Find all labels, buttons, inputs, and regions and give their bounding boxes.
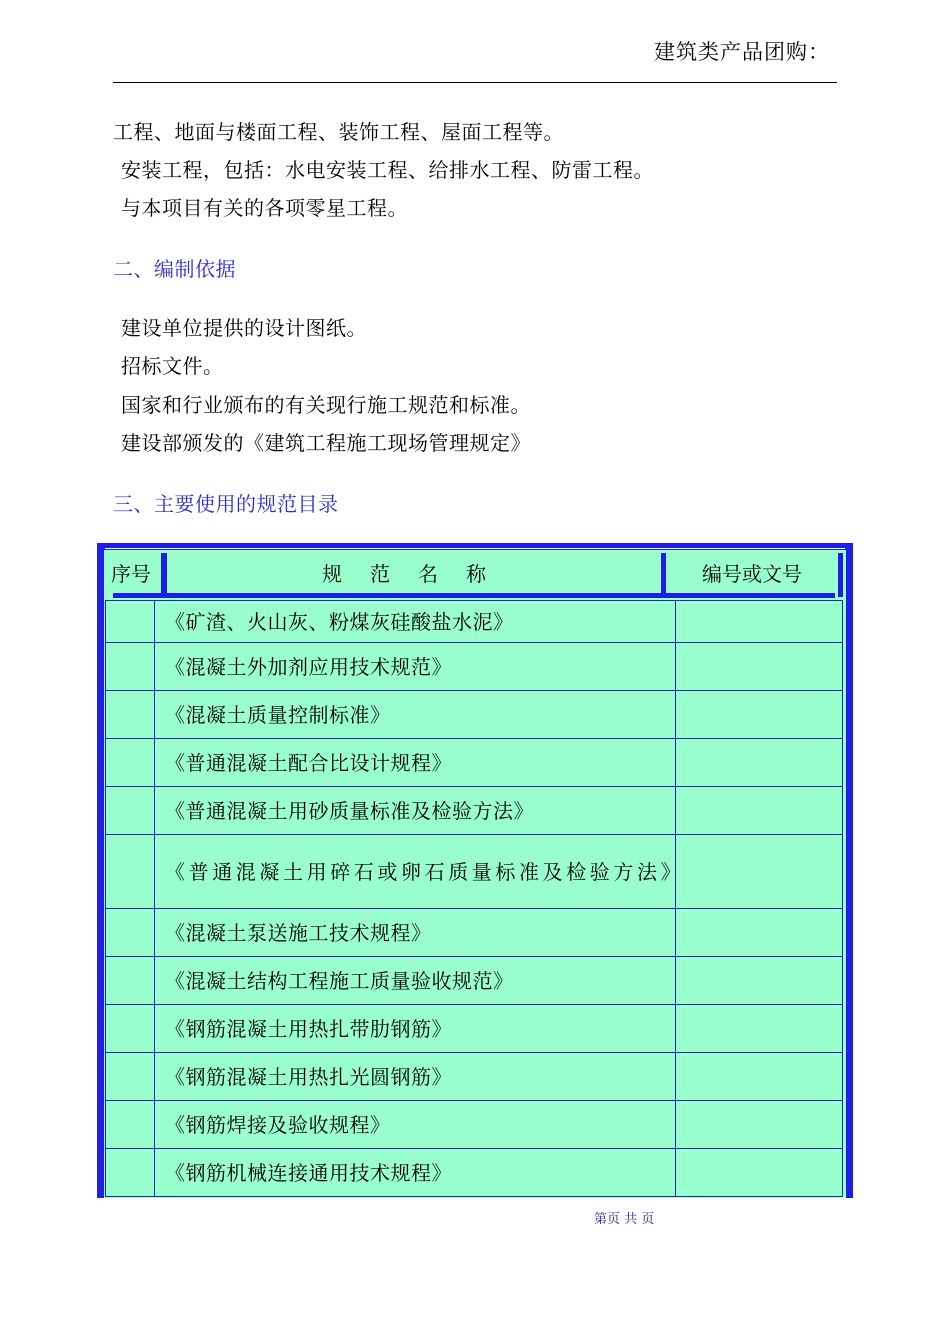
table-row — [106, 1101, 843, 1149]
cell-code — [676, 691, 843, 739]
cell-num — [106, 957, 155, 1005]
table-row — [106, 1053, 843, 1101]
cell-num — [106, 787, 155, 835]
header-divider — [838, 553, 843, 597]
cell-code — [676, 643, 843, 691]
spec-table — [105, 600, 843, 1197]
cell-code — [676, 957, 843, 1005]
cell-num — [106, 601, 155, 643]
cell-code — [676, 787, 843, 835]
cell-num — [106, 1005, 155, 1053]
table-row — [106, 691, 843, 739]
cell-code — [676, 1005, 843, 1053]
cell-name: 《混凝土泵送施工技术规程》 — [155, 909, 676, 957]
table-row — [106, 601, 843, 643]
basis-line: 建设单位提供的设计图纸。 — [121, 316, 367, 340]
section-heading: 三、主要使用的规范目录 — [113, 492, 339, 516]
table-row — [106, 739, 843, 787]
cell-name: 《普通混凝土用碎石或卵石质量标准及检验方法》 — [155, 835, 676, 909]
cell-num — [106, 835, 155, 909]
cell-name: 《钢筋混凝土用热扎带肋钢筋》 — [155, 1005, 676, 1053]
cell-num — [106, 1053, 155, 1101]
cell-name: 《钢筋焊接及验收规程》 — [155, 1101, 676, 1149]
header-underline — [113, 593, 835, 598]
column-header-num: 序号 — [111, 562, 151, 586]
cell-code — [676, 835, 843, 909]
table-row — [106, 957, 843, 1005]
section-heading: 二、编制依据 — [113, 257, 236, 281]
cell-num — [106, 739, 155, 787]
cell-code — [676, 909, 843, 957]
cell-num — [106, 1149, 155, 1197]
header-divider — [161, 553, 167, 597]
cell-name: 《混凝土外加剂应用技术规范》 — [155, 643, 676, 691]
cell-name: 《钢筋混凝土用热扎光圆钢筋》 — [155, 1053, 676, 1101]
header-rule — [113, 82, 837, 83]
cell-code — [676, 1053, 843, 1101]
header-rule-line — [105, 548, 845, 549]
intro-line: 工程、地面与楼面工程、装饰工程、屋面工程等。 — [113, 120, 564, 144]
basis-line: 招标文件。 — [121, 354, 224, 378]
column-header-name: 规 范 名 称 — [322, 562, 490, 586]
cell-num — [106, 909, 155, 957]
cell-name: 《混凝土质量控制标准》 — [155, 691, 676, 739]
cell-name: 《钢筋机械连接通用技术规程》 — [155, 1149, 676, 1197]
cell-code — [676, 1101, 843, 1149]
column-header-code: 编号或文号 — [702, 562, 802, 586]
page-footer: 第页 共 页 — [594, 1212, 655, 1227]
cell-code — [676, 601, 843, 643]
cell-name: 《矿渣、火山灰、粉煤灰硅酸盐水泥》 — [155, 601, 676, 643]
cell-code — [676, 1149, 843, 1197]
cell-num — [106, 1101, 155, 1149]
table-row — [106, 1149, 843, 1197]
cell-name: 《混凝土结构工程施工质量验收规范》 — [155, 957, 676, 1005]
table-row — [106, 835, 843, 909]
table-row — [106, 787, 843, 835]
cell-name: 《普通混凝土配合比设计规程》 — [155, 739, 676, 787]
cell-num — [106, 643, 155, 691]
cell-num — [106, 691, 155, 739]
intro-line: 安装工程，包括：水电安装工程、给排水工程、防雷工程。 — [121, 158, 654, 182]
table-row — [106, 1005, 843, 1053]
table-row — [106, 643, 843, 691]
cell-code — [676, 739, 843, 787]
intro-line: 与本项目有关的各项零星工程。 — [121, 196, 408, 220]
basis-line: 建设部颁发的《建筑工程施工现场管理规定》 — [121, 431, 531, 455]
basis-line: 国家和行业颁布的有关现行施工规范和标准。 — [121, 393, 531, 417]
header-divider — [661, 553, 666, 597]
table-row — [106, 909, 843, 957]
page-header-title: 建筑类产品团购： — [654, 40, 830, 64]
cell-name: 《普通混凝土用砂质量标准及检验方法》 — [155, 787, 676, 835]
